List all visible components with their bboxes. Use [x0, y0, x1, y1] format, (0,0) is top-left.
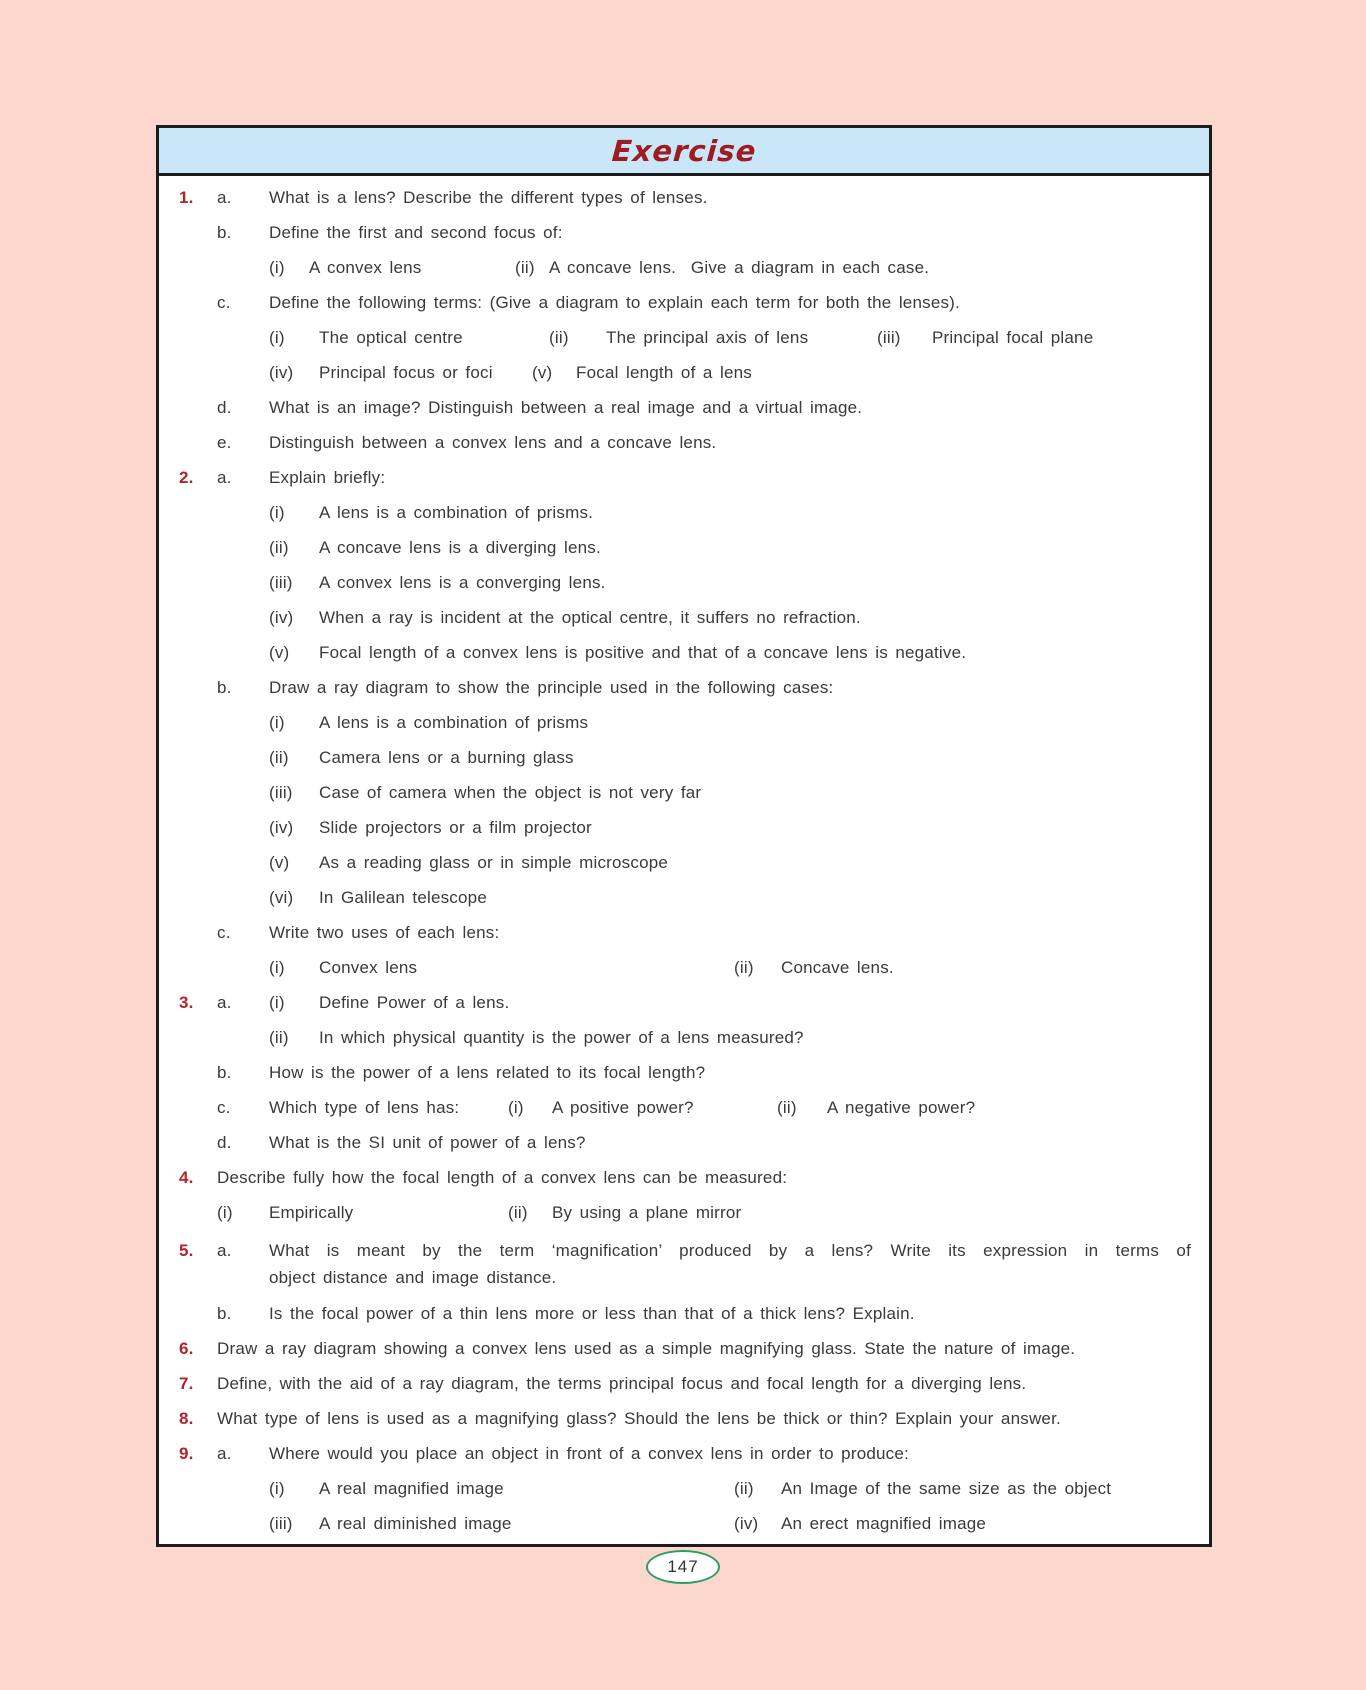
part-label: a. [217, 1241, 232, 1260]
part-text: Where would you place an object in front of a convex lens in order to produce: [269, 1444, 909, 1463]
question-row-2b-iii [159, 783, 1209, 803]
item-label: (iii) [269, 783, 293, 802]
item-text: Principal focal plane [932, 328, 1094, 347]
exercise-box [156, 125, 1212, 1547]
item-label: (ii) [269, 748, 289, 767]
item-label: (v) [269, 853, 290, 872]
question-row-5a [159, 1241, 1209, 1288]
part-label: a. [217, 188, 232, 207]
part-paragraph [269, 1241, 1191, 1288]
question-row-1a [159, 188, 1209, 208]
question-row-3a-i [159, 993, 1209, 1013]
question-number: 8. [179, 1409, 194, 1428]
question-row-9a-items-2 [159, 1514, 1209, 1534]
question-row-2a-i [159, 503, 1209, 523]
question-row-6 [159, 1339, 1209, 1359]
item-text: An Image of the same size as the object [781, 1479, 1112, 1498]
question-row-1c-items-1 [159, 328, 1209, 348]
item-text: In Galilean telescope [319, 888, 487, 907]
part-text: What is a lens? Describe the different types of lenses. [269, 188, 708, 207]
item-label: (iv) [269, 608, 294, 627]
item-text: Convex lens [319, 958, 418, 977]
exercise-header [159, 128, 1209, 176]
question-row-3d [159, 1133, 1209, 1153]
part-text: Distinguish between a convex lens and a concave lens. [269, 433, 717, 452]
page-number-badge [646, 1550, 720, 1584]
item-label: (ii) [269, 538, 289, 557]
question-row-1b [159, 223, 1209, 243]
item-text: An erect magnified image [781, 1514, 987, 1533]
item-label: (i) [269, 258, 285, 277]
question-row-2b-iv [159, 818, 1209, 838]
item-label: (iv) [269, 818, 294, 837]
item-text: When a ray is incident at the optical centre, it suffers no refraction. [319, 608, 861, 627]
question-text: Define, with the aid of a ray diagram, the terms principal focus and focal length for a diverging lens. [217, 1374, 1027, 1393]
part-label: a. [217, 468, 232, 487]
part-label: a. [217, 993, 232, 1012]
item-label: (i) [217, 1203, 233, 1222]
question-row-2b-i [159, 713, 1209, 733]
question-row-3a-ii [159, 1028, 1209, 1048]
item-text: A convex lens is a converging lens. [319, 573, 606, 592]
question-row-2c [159, 923, 1209, 943]
question-number: 9. [179, 1444, 194, 1463]
question-number: 4. [179, 1168, 194, 1187]
item-label: (i) [269, 958, 285, 977]
question-row-5b [159, 1304, 1209, 1324]
question-number: 3. [179, 993, 194, 1012]
question-row-3b [159, 1063, 1209, 1083]
part-text: Which type of lens has: [269, 1098, 460, 1117]
item-label: (iii) [269, 573, 293, 592]
item-label: (ii) [777, 1098, 797, 1117]
item-label: (iii) [877, 328, 901, 347]
item-label: (i) [269, 993, 285, 1012]
question-row-2a-v [159, 643, 1209, 663]
item-label: (iii) [269, 1514, 293, 1533]
item-label: (i) [269, 328, 285, 347]
question-row-2b-ii [159, 748, 1209, 768]
question-row-1b-items [159, 258, 1209, 278]
part-label: b. [217, 1063, 232, 1082]
part-text-line2: object distance and image distance. [269, 1268, 557, 1287]
part-label: b. [217, 678, 232, 697]
item-label: (ii) [549, 328, 569, 347]
part-text: Define the first and second focus of: [269, 223, 563, 242]
question-number: 1. [179, 188, 194, 207]
part-text: Explain briefly: [269, 468, 386, 487]
question-row-2b [159, 678, 1209, 698]
question-row-1c-items-2 [159, 363, 1209, 383]
item-text: A real magnified image [319, 1479, 504, 1498]
item-text: A lens is a combination of prisms. [319, 503, 594, 522]
item-text: Concave lens. [781, 958, 894, 977]
item-label: (v) [532, 363, 553, 382]
item-text: Empirically [269, 1203, 354, 1222]
part-text: Write two uses of each lens: [269, 923, 500, 942]
item-text: Focal length of a lens [576, 363, 752, 382]
question-row-1d [159, 398, 1209, 418]
item-text: A convex lens [309, 258, 422, 277]
part-label: c. [217, 293, 231, 312]
item-text: A concave lens. Give a diagram in each case. [549, 258, 930, 277]
item-label: (iv) [269, 363, 294, 382]
question-row-7 [159, 1374, 1209, 1394]
item-label: (v) [269, 643, 290, 662]
part-label: b. [217, 1304, 232, 1323]
item-label: (i) [269, 1479, 285, 1498]
question-row-2a-iii [159, 573, 1209, 593]
part-text: Draw a ray diagram to show the principle used in the following cases: [269, 678, 834, 697]
part-text: What is the SI unit of power of a lens? [269, 1133, 586, 1152]
item-text: In which physical quantity is the power of a lens measured? [319, 1028, 804, 1047]
question-row-8 [159, 1409, 1209, 1429]
item-text: A concave lens is a diverging lens. [319, 538, 601, 557]
item-label: (iv) [734, 1514, 759, 1533]
question-row-1e [159, 433, 1209, 453]
item-label: (ii) [515, 258, 535, 277]
item-label: (ii) [734, 1479, 754, 1498]
item-label: (ii) [508, 1203, 528, 1222]
item-text: Camera lens or a burning glass [319, 748, 574, 767]
question-row-4-items [159, 1203, 1209, 1223]
item-text: Define Power of a lens. [319, 993, 510, 1012]
item-text: A real diminished image [319, 1514, 512, 1533]
item-text: A positive power? [552, 1098, 694, 1117]
part-label: d. [217, 398, 232, 417]
part-label: b. [217, 223, 232, 242]
item-label: (vi) [269, 888, 294, 907]
question-text: Draw a ray diagram showing a convex lens used as a simple magnifying glass. State the nature of image. [217, 1339, 1076, 1358]
question-row-2a-ii [159, 538, 1209, 558]
question-row-9a [159, 1444, 1209, 1464]
item-text: Focal length of a convex lens is positive and that of a concave lens is negative. [319, 643, 967, 662]
item-text: As a reading glass or in simple microscope [319, 853, 669, 872]
question-row-1c [159, 293, 1209, 313]
question-number: 7. [179, 1374, 194, 1393]
item-text: A negative power? [827, 1098, 976, 1117]
question-number: 6. [179, 1339, 194, 1358]
part-label: c. [217, 923, 231, 942]
part-label: a. [217, 1444, 232, 1463]
question-row-2b-vi [159, 888, 1209, 908]
part-label: d. [217, 1133, 232, 1152]
question-number: 2. [179, 468, 194, 487]
item-label: (ii) [734, 958, 754, 977]
item-text: A lens is a combination of prisms [319, 713, 589, 732]
item-text: Principal focus or foci [319, 363, 493, 382]
question-row-3c [159, 1098, 1209, 1118]
part-text: What is an image? Distinguish between a real image and a virtual image. [269, 398, 863, 417]
questions-list [159, 176, 1209, 1544]
question-text: Describe fully how the focal length of a convex lens can be measured: [217, 1168, 788, 1187]
page-title: Exercise [610, 133, 758, 168]
part-text-line1: What is meant by the term ‘magnification’ produced by a lens? Write its expression in terms of [269, 1241, 1191, 1260]
question-row-2b-v [159, 853, 1209, 873]
item-text: The optical centre [319, 328, 463, 347]
part-label: e. [217, 433, 232, 452]
part-text: Is the focal power of a thin lens more or less than that of a thick lens? Explain. [269, 1304, 915, 1323]
question-row-2c-items [159, 958, 1209, 978]
part-text: Define the following terms: (Give a diagram to explain each term for both the lenses). [269, 293, 960, 312]
item-text: Slide projectors or a film projector [319, 818, 592, 837]
question-row-2a-iv [159, 608, 1209, 628]
item-text: By using a plane mirror [552, 1203, 742, 1222]
part-label: c. [217, 1098, 231, 1117]
item-label: (ii) [269, 1028, 289, 1047]
item-text: The principal axis of lens [606, 328, 809, 347]
item-label: (i) [269, 503, 285, 522]
question-row-9a-items-1 [159, 1479, 1209, 1499]
question-row-2a [159, 468, 1209, 488]
question-number: 5. [179, 1241, 194, 1260]
item-label: (i) [269, 713, 285, 732]
part-text: How is the power of a lens related to its focal length? [269, 1063, 706, 1082]
item-text: Case of camera when the object is not very far [319, 783, 702, 802]
page-number: 147 [667, 1557, 699, 1576]
item-label: (i) [508, 1098, 524, 1117]
question-text: What type of lens is used as a magnifying glass? Should the lens be thick or thin? Explain your answer. [217, 1409, 1061, 1428]
question-row-4 [159, 1168, 1209, 1188]
